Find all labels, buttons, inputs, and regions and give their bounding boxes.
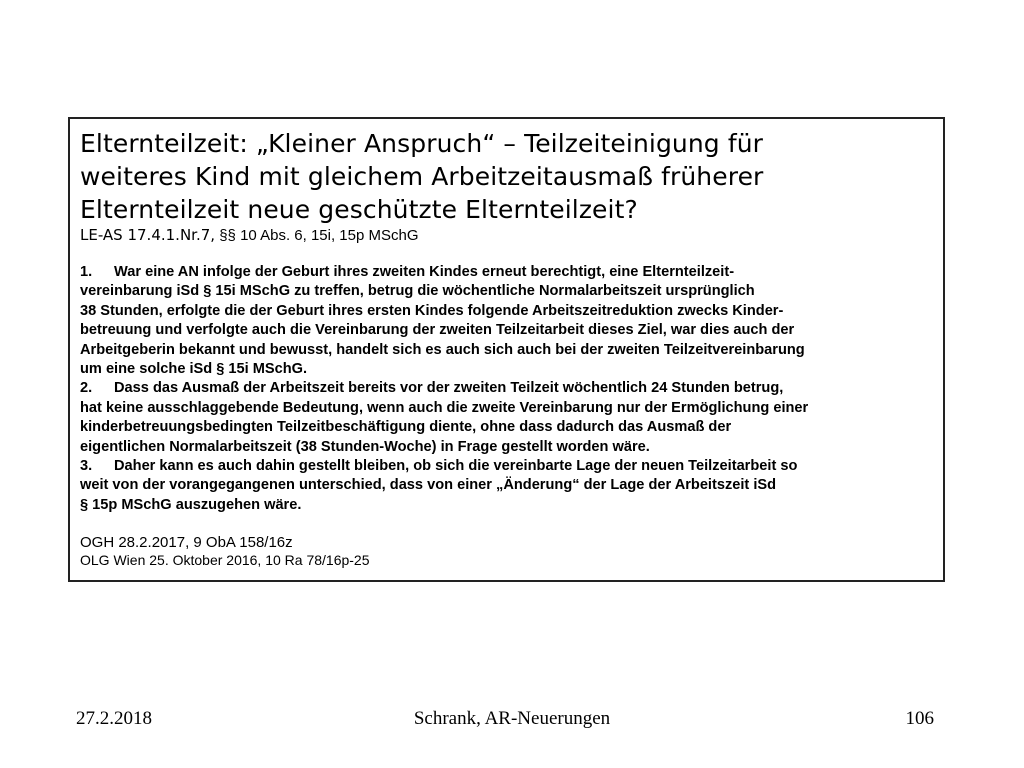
point-line: hat keine ausschlaggebende Bedeutung, wenn auch die zweite Vereinbarung nur der Ermöglichung einer — [80, 399, 809, 416]
title-line-2: weiteres Kind mit gleichem Arbeitzeitausmaß früherer — [80, 162, 764, 191]
point-line: Arbeitgeberin bekannt und bewusst, handelt sich es auch sich auch bei der zweiten Teilzeitvereinbarung — [80, 341, 805, 358]
spacer — [80, 515, 933, 533]
point-line: 38 Stunden, erfolgte die der Geburt ihres ersten Kindes folgende Arbeitszeitreduktion zwecks Kinder- — [80, 302, 784, 319]
point-number: 1. — [80, 264, 93, 280]
legal-reference-prefix: LE-AS 17.4.1.Nr.7, — [80, 226, 216, 244]
footer-date: 27.2.2018 — [76, 708, 152, 729]
point-line: weit von der vorangegangenen unterschied, dass von einer „Änderung“ der Lage der Arbeitszeit iSd — [80, 477, 777, 494]
content-box — [68, 117, 945, 582]
point-line — [80, 263, 933, 282]
point-line: eigentlichen Normalarbeitszeit (38 Stunden-Woche) in Frage gestellt worden wäre. — [80, 438, 650, 455]
point-text: Dass das Ausmaß der Arbeitszeit bereits vor der zweiten Teilzeit wöchentlich 24 Stunden betrug, — [114, 380, 784, 397]
point-number: 2. — [80, 380, 93, 397]
point-line — [80, 379, 933, 398]
slide-title — [80, 127, 933, 226]
court-citation-ogh: OGH 28.2.2017, 9 ObA 158/16z — [80, 534, 293, 552]
point-line: § 15p MSchG auszugehen wäre. — [80, 496, 302, 513]
point-line — [80, 457, 933, 476]
title-line-3: Elternteilzeit neue geschützte Elternteilzeit? — [80, 195, 638, 224]
point-line: kinderbetreuungsbedingten Teilzeitbeschäftigung diente, ohne dass dadurch das Ausmaß der — [80, 419, 732, 436]
footer-author: Schrank, AR-Neuerungen — [413, 708, 611, 729]
point-3 — [80, 457, 933, 515]
legal-reference — [80, 226, 933, 245]
point-number: 3. — [80, 458, 93, 475]
spacer — [80, 245, 933, 263]
point-text: War eine AN infolge der Geburt ihres zweiten Kindes erneut berechtigt, eine Elternteilzeit- — [114, 264, 735, 280]
point-2 — [80, 379, 933, 457]
point-text: Daher kann es auch dahin gestellt bleiben, ob sich die vereinbarte Lage der neuen Teilzeitarbeit so — [114, 458, 798, 475]
court-citation-olg: OLG Wien 25. Oktober 2016, 10 Ra 78/16p-25 — [80, 552, 370, 569]
point-1 — [80, 263, 933, 379]
footer-page-number: 106 — [905, 708, 934, 729]
point-line: vereinbarung iSd § 15i MSchG zu treffen, betrug die wöchentliche Normalarbeitszeit ursprünglich — [80, 283, 755, 300]
point-line: betreuung und verfolgte auch die Vereinbarung der zweiten Teilzeitarbeit dieses Ziel, war dies auch der — [80, 322, 795, 339]
legal-reference-rest: §§ 10 Abs. 6, 15i, 15p MSchG — [215, 227, 419, 244]
title-line-1: Elternteilzeit: „Kleiner Anspruch“ – Teilzeiteinigung für — [80, 129, 764, 158]
point-line: um eine solche iSd § 15i MSchG. — [80, 361, 308, 378]
